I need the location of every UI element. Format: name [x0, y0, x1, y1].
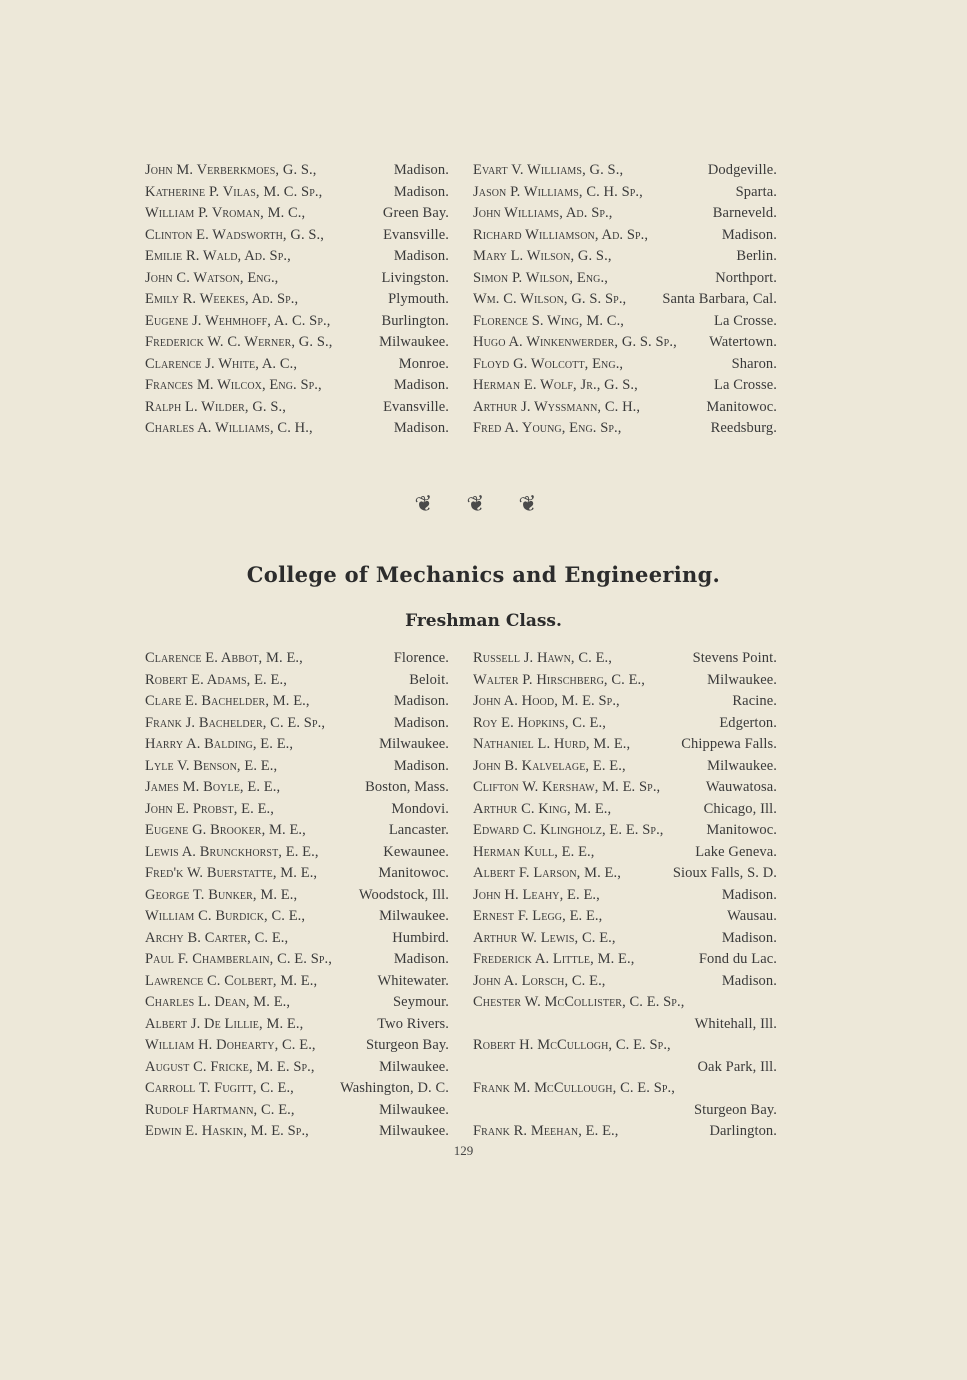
student-name: Arthur C. King, M. E., — [473, 800, 612, 817]
student-name: Albert J. De Lillie, M. E., — [145, 1015, 304, 1032]
student-entry — [473, 736, 777, 758]
student-entry — [473, 973, 777, 995]
student-entry — [473, 313, 777, 335]
student-entry — [145, 930, 449, 952]
student-entry — [145, 844, 449, 866]
fleuron-icon: ❦ — [413, 487, 450, 518]
student-entry — [145, 693, 449, 715]
student-hometown: Fond du Lac. — [698, 951, 777, 967]
student-hometown: Woodstock, Ill. — [358, 886, 449, 903]
student-entry — [473, 994, 777, 1016]
student-entry — [145, 779, 449, 801]
student-hometown: Madison. — [393, 693, 449, 709]
student-entry — [145, 715, 449, 737]
student-name: Clare E. Bachelder, M. E., — [145, 693, 310, 709]
student-column-bottom-right — [473, 650, 777, 1145]
subsection-heading: Freshman Class. — [405, 611, 562, 631]
student-hometown: Milwaukee. — [379, 1101, 449, 1118]
student-entry — [145, 1080, 449, 1102]
student-entry — [145, 227, 449, 249]
student-hometown: Sturgeon Bay. — [365, 1037, 449, 1053]
student-name: Rudolf Hartmann, C. E., — [145, 1101, 295, 1118]
student-hometown: Edgerton. — [719, 714, 777, 731]
student-entry — [145, 1102, 449, 1124]
section-heading: College of Mechanics and Engineering. — [246, 562, 721, 587]
student-entry — [473, 356, 777, 378]
student-name: Emilie R. Wald, Ad. Sp., — [145, 248, 291, 264]
student-hometown: Manitowoc. — [378, 865, 449, 881]
student-hometown: Florence. — [393, 650, 449, 666]
student-entry — [473, 715, 777, 737]
student-hometown: Manitowoc. — [706, 398, 777, 415]
student-name: John M. Verberkmoes, G. S., — [145, 162, 317, 178]
student-entry — [145, 377, 449, 399]
student-entry-continued — [473, 1016, 777, 1038]
student-hometown: Two Rivers. — [377, 1015, 449, 1032]
student-hometown: Watertown. — [709, 334, 777, 350]
student-hometown: Wausau. — [727, 908, 777, 924]
student-entry — [473, 291, 777, 313]
student-entry — [473, 399, 777, 421]
student-hometown: Dodgeville. — [707, 162, 777, 178]
student-name: Frank J. Bachelder, C. E. Sp., — [145, 714, 326, 731]
student-entry — [145, 184, 449, 206]
student-name: William P. Vroman, M. C., — [145, 205, 306, 221]
student-entry — [473, 162, 777, 184]
student-hometown: Wauwatosa. — [705, 779, 777, 795]
student-hometown: Racine. — [732, 693, 777, 709]
student-entry — [145, 248, 449, 270]
student-hometown: Madison. — [393, 951, 449, 967]
student-name: Herman Kull, E. E., — [473, 843, 595, 860]
student-entry — [145, 1016, 449, 1038]
student-entry — [473, 865, 777, 887]
student-list-top — [145, 162, 777, 442]
student-entry — [473, 334, 777, 356]
student-name: William H. Dohearty, C. E., — [145, 1037, 316, 1053]
student-name: Eugene J. Wehmhoff, A. C. Sp., — [145, 312, 331, 329]
student-name: Charles L. Dean, M. E., — [145, 994, 291, 1010]
student-name: Frederick A. Little, M. E., — [473, 951, 635, 967]
student-name: Nathaniel L. Hurd, M. E., — [473, 736, 631, 752]
student-entry — [473, 270, 777, 292]
student-name: Arthur W. Lewis, C. E., — [473, 929, 616, 946]
student-hometown: Madison. — [393, 714, 449, 731]
student-entry — [473, 930, 777, 952]
student-entry — [145, 994, 449, 1016]
student-entry — [473, 693, 777, 715]
student-hometown: Stevens Point. — [692, 650, 777, 666]
student-name: James M. Boyle, E. E., — [145, 779, 281, 795]
student-entry — [473, 205, 777, 227]
student-name: Richard Williamson, Ad. Sp., — [473, 226, 649, 243]
student-name: Clinton E. Wadsworth, G. S., — [145, 226, 325, 243]
student-hometown: Milwaukee. — [379, 334, 449, 350]
student-entry — [473, 951, 777, 973]
student-entry — [473, 377, 777, 399]
student-name: Lawrence C. Colbert, M. E., — [145, 972, 318, 989]
student-entry — [473, 844, 777, 866]
student-entry — [473, 184, 777, 206]
student-hometown: La Crosse. — [713, 312, 777, 329]
student-hometown: Madison. — [393, 420, 449, 436]
student-name: Emily R. Weekes, Ad. Sp., — [145, 291, 299, 307]
student-entry — [145, 801, 449, 823]
student-entry — [473, 758, 777, 780]
student-hometown: Madison. — [721, 226, 777, 243]
student-entry — [145, 420, 449, 442]
student-hometown: Darlington. — [709, 1123, 777, 1139]
student-name: Simon P. Wilson, Eng., — [473, 269, 608, 286]
student-name: Edward C. Klingholz, E. E. Sp., — [473, 822, 664, 838]
student-hometown: Santa Barbara, Cal. — [662, 291, 777, 307]
student-name: Ernest F. Legg, E. E., — [473, 908, 603, 924]
student-entry — [145, 162, 449, 184]
student-name: Clifton W. Kershaw, M. E. Sp., — [473, 779, 661, 795]
student-entry — [473, 822, 777, 844]
student-name: Florence S. Wing, M. C., — [473, 312, 625, 329]
student-hometown: Beloit. — [409, 671, 449, 688]
student-entry-continued — [473, 1059, 777, 1081]
student-hometown: Oak Park, Ill. — [697, 1058, 777, 1075]
student-list-bottom — [145, 650, 777, 1145]
student-name: Katherine P. Vilas, M. C. Sp., — [145, 183, 323, 200]
student-hometown: Sioux Falls, S. D. — [672, 865, 777, 881]
student-hometown: Whitewater. — [377, 972, 449, 989]
student-hometown: Madison. — [721, 929, 777, 946]
student-name: William C. Burdick, C. E., — [145, 908, 306, 924]
student-entry — [473, 1123, 777, 1145]
student-name: Jason P. Williams, C. H. Sp., — [473, 183, 643, 200]
student-name: Frederick W. C. Werner, G. S., — [145, 334, 333, 350]
student-hometown: Milwaukee. — [379, 736, 449, 752]
student-hometown: Sparta. — [735, 183, 777, 200]
student-entry — [145, 1037, 449, 1059]
student-hometown: Northport. — [715, 269, 777, 286]
student-name: Walter P. Hirschberg, C. E., — [473, 671, 645, 688]
student-hometown: Milwaukee. — [379, 1123, 449, 1139]
student-name: Charles A. Williams, C. H., — [145, 420, 313, 436]
student-entry — [473, 1037, 777, 1059]
student-hometown: Whitehall, Ill. — [694, 1015, 777, 1032]
student-name: John Williams, Ad. Sp., — [473, 205, 613, 221]
student-entry — [473, 887, 777, 909]
student-hometown: Lancaster. — [388, 822, 449, 838]
student-hometown: Lake Geneva. — [695, 843, 777, 860]
student-name: Wm. C. Wilson, G. S. Sp., — [473, 291, 627, 307]
student-name: Clarence J. White, A. C., — [145, 355, 298, 372]
student-entry — [145, 205, 449, 227]
student-entry — [473, 908, 777, 930]
student-hometown: Evansville. — [383, 226, 449, 243]
student-entry — [473, 1080, 777, 1102]
student-name: Paul F. Chamberlain, C. E. Sp., — [145, 951, 332, 967]
student-hometown: Humbird. — [392, 929, 449, 946]
student-hometown: Barneveld. — [712, 205, 777, 221]
student-entry — [145, 973, 449, 995]
student-hometown: Burlington. — [381, 312, 449, 329]
student-entry — [145, 1059, 449, 1081]
student-entry — [145, 822, 449, 844]
student-name: Mary L. Wilson, G. S., — [473, 248, 612, 264]
student-name: August C. Fricke, M. E. Sp., — [145, 1058, 315, 1075]
student-hometown: Manitowoc. — [706, 822, 777, 838]
student-name: Fred'k W. Buerstatte, M. E., — [145, 865, 318, 881]
student-entry — [473, 420, 777, 442]
student-entry — [473, 672, 777, 694]
student-entry — [145, 650, 449, 672]
student-name: Clarence E. Abbot, M. E., — [145, 650, 303, 666]
student-hometown: La Crosse. — [713, 377, 777, 393]
student-hometown: Madison. — [393, 183, 449, 200]
student-name: Archy B. Carter, C. E., — [145, 929, 289, 946]
student-name: Lyle V. Benson, E. E., — [145, 757, 278, 774]
student-entry-continued — [473, 1102, 777, 1124]
student-hometown: Green Bay. — [382, 205, 449, 221]
student-column-top-left — [145, 162, 449, 442]
fleuron-icon: ❦ — [465, 487, 502, 518]
student-hometown: Milwaukee. — [379, 1058, 449, 1075]
student-entry — [145, 758, 449, 780]
student-hometown: Monroe. — [398, 355, 449, 372]
student-name: Carroll T. Fugitt, C. E., — [145, 1080, 294, 1096]
student-name: Fred A. Young, Eng. Sp., — [473, 420, 622, 436]
student-name: Robert H. McCullogh, C. E. Sp., — [473, 1037, 671, 1053]
student-entry — [145, 865, 449, 887]
student-hometown: Madison. — [393, 757, 449, 774]
student-entry — [473, 248, 777, 270]
student-entry — [145, 736, 449, 758]
student-entry — [145, 334, 449, 356]
student-hometown: Sturgeon Bay. — [693, 1101, 777, 1118]
page-number: 129 — [453, 1143, 474, 1158]
student-name: Robert E. Adams, E. E., — [145, 671, 287, 688]
student-hometown: Evansville. — [383, 398, 449, 415]
student-hometown: Madison. — [721, 886, 777, 903]
student-name: Arthur J. Wyssmann, C. H., — [473, 398, 641, 415]
student-name: John E. Probst, E. E., — [145, 800, 274, 817]
student-hometown: Plymouth. — [388, 291, 449, 307]
student-name: John A. Lorsch, C. E., — [473, 972, 606, 989]
student-entry — [145, 951, 449, 973]
student-name: John A. Hood, M. E. Sp., — [473, 693, 620, 709]
student-entry — [145, 399, 449, 421]
student-hometown: Madison. — [721, 972, 777, 989]
student-name: Floyd G. Wolcott, Eng., — [473, 355, 624, 372]
student-name: John B. Kalvelage, E. E., — [473, 757, 626, 774]
student-hometown: Seymour. — [393, 994, 449, 1010]
student-name: Albert F. Larson, M. E., — [473, 865, 621, 881]
student-hometown: Milwaukee. — [707, 757, 777, 774]
student-entry — [145, 1123, 449, 1145]
student-name: Edwin E. Haskin, M. E. Sp., — [145, 1123, 309, 1139]
student-name: Chester W. McCollister, C. E. Sp., — [473, 994, 685, 1010]
student-name: Eugene G. Brooker, M. E., — [145, 822, 306, 838]
ornament-divider — [0, 487, 967, 518]
fleuron-icon: ❦ — [517, 487, 554, 518]
student-entry — [473, 801, 777, 823]
student-entry — [473, 779, 777, 801]
student-name: Evart V. Williams, G. S., — [473, 162, 624, 178]
student-entry — [145, 887, 449, 909]
student-name: Frank M. McCullough, C. E. Sp., — [473, 1080, 675, 1096]
student-name: Harry A. Balding, E. E., — [145, 736, 294, 752]
student-name: Russell J. Hawn, C. E., — [473, 650, 612, 666]
student-name: George T. Bunker, M. E., — [145, 886, 298, 903]
student-entry — [473, 650, 777, 672]
student-hometown: Milwaukee. — [379, 908, 449, 924]
student-entry — [473, 227, 777, 249]
student-name: Frank R. Meehan, E. E., — [473, 1123, 619, 1139]
student-hometown: Reedsburg. — [710, 420, 777, 436]
student-hometown: Livingston. — [381, 269, 449, 286]
student-hometown: Kewaunee. — [383, 843, 449, 860]
student-hometown: Madison. — [393, 248, 449, 264]
student-hometown: Washington, D. C. — [340, 1080, 449, 1096]
student-hometown: Berlin. — [736, 248, 777, 264]
student-entry — [145, 672, 449, 694]
student-name: Roy E. Hopkins, C. E., — [473, 714, 606, 731]
student-hometown: Boston, Mass. — [365, 779, 449, 795]
student-hometown: Milwaukee. — [707, 671, 777, 688]
student-column-bottom-left — [145, 650, 449, 1145]
student-column-top-right — [473, 162, 777, 442]
student-hometown: Chippewa Falls. — [681, 736, 777, 752]
student-name: Herman E. Wolf, Jr., G. S., — [473, 377, 638, 393]
student-name: Hugo A. Winkenwerder, G. S. Sp., — [473, 334, 677, 350]
student-entry — [145, 908, 449, 930]
student-name: John H. Leahy, E. E., — [473, 886, 600, 903]
student-name: Ralph L. Wilder, G. S., — [145, 398, 286, 415]
student-entry — [145, 356, 449, 378]
student-hometown: Sharon. — [731, 355, 777, 372]
student-name: Lewis A. Brunckhorst, E. E., — [145, 843, 319, 860]
student-entry — [145, 291, 449, 313]
student-name: Frances M. Wilcox, Eng. Sp., — [145, 377, 322, 393]
student-hometown: Chicago, Ill. — [703, 800, 777, 817]
student-hometown: Madison. — [393, 377, 449, 393]
student-entry — [145, 270, 449, 292]
student-entry — [145, 313, 449, 335]
student-name: John C. Watson, Eng., — [145, 269, 279, 286]
student-hometown: Mondovi. — [391, 800, 449, 817]
student-hometown: Madison. — [393, 162, 449, 178]
